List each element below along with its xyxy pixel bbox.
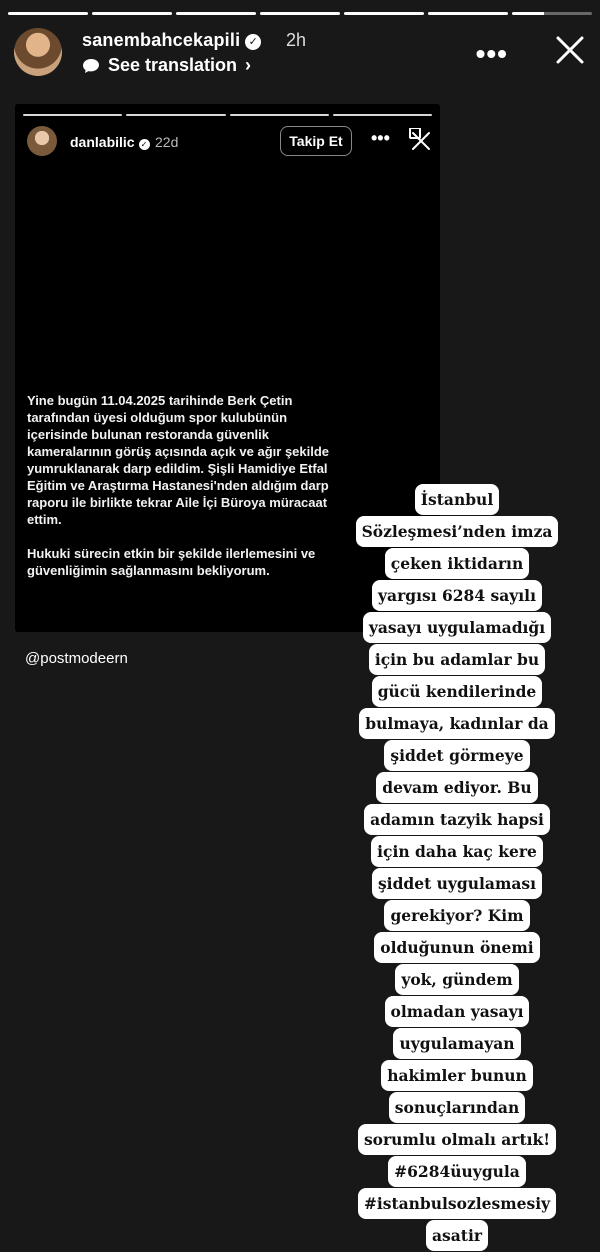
verified-badge-icon: ✓ xyxy=(139,139,150,150)
progress-segment xyxy=(428,12,508,15)
sticker-line-row xyxy=(342,580,572,612)
embedded-post-text xyxy=(27,392,347,596)
verified-badge-icon: ✓ xyxy=(245,34,261,50)
chevron-right-icon: › xyxy=(245,55,252,75)
sticker-line-row xyxy=(342,740,572,772)
mention-tag[interactable]: @postmodeern xyxy=(25,650,128,667)
progress-segment xyxy=(92,12,172,15)
progress-segment xyxy=(8,12,88,15)
sticker-line: İstanbul xyxy=(415,484,499,515)
embedded-time: 22d xyxy=(155,134,179,150)
close-icon xyxy=(408,128,434,154)
sticker-line-row xyxy=(342,836,572,868)
sticker-line-row xyxy=(342,1124,572,1156)
speech-bubble-icon xyxy=(82,58,100,74)
sticker-line: için bu adamlar bu xyxy=(369,644,545,675)
sticker-line-row xyxy=(342,612,572,644)
progress-segment xyxy=(344,12,424,15)
embedded-username xyxy=(70,134,150,150)
sticker-line-row xyxy=(342,708,572,740)
embedded-username-text: danlabilic xyxy=(70,134,135,150)
sticker-line: olduğunun önemi xyxy=(374,932,539,963)
embedded-progress-bar xyxy=(23,114,432,116)
sticker-line-row xyxy=(342,1156,572,1188)
progress-segment xyxy=(23,114,122,116)
story-username[interactable] xyxy=(82,30,261,51)
sticker-line-row xyxy=(342,1092,572,1124)
sticker-line-row xyxy=(342,1060,572,1092)
sticker-line-row xyxy=(342,548,572,580)
sticker-line-row xyxy=(342,516,572,548)
story-progress-bar xyxy=(8,12,592,15)
sticker-line: çeken iktidarın xyxy=(385,548,529,579)
sticker-line: #6284üuygula xyxy=(388,1156,526,1187)
sticker-line: bulmaya, kadınlar da xyxy=(359,708,554,739)
username-text[interactable]: sanembahcekapili xyxy=(82,30,241,50)
progress-segment-current xyxy=(512,12,592,15)
sticker-line: için daha kaç kere xyxy=(371,836,543,867)
avatar[interactable] xyxy=(14,28,62,76)
more-options-icon[interactable]: ••• xyxy=(475,38,508,69)
sticker-line: devam ediyor. Bu xyxy=(376,772,537,803)
sticker-line-row xyxy=(342,932,572,964)
sticker-line-row xyxy=(342,1028,572,1060)
sticker-line: yargısı 6284 sayılı xyxy=(372,580,542,611)
follow-button: Takip Et xyxy=(280,126,352,156)
embedded-paragraph: Hukuki sürecin etkin bir şekilde ilerlemesini ve güvenliğimin sağlanmasını bekliyorum. xyxy=(27,546,316,578)
text-sticker xyxy=(342,484,572,1252)
close-icon[interactable] xyxy=(554,34,586,66)
sticker-line-row xyxy=(342,676,572,708)
progress-segment xyxy=(126,114,225,116)
sticker-line: gerekiyor? Kim xyxy=(384,900,529,931)
sticker-line: hakimler bunun xyxy=(381,1060,533,1091)
sticker-line-row xyxy=(342,772,572,804)
sticker-line: adamın tazyik hapsi xyxy=(364,804,550,835)
see-translation-label: See translation xyxy=(108,55,238,75)
sticker-line: Sözleşmesi’nden imza xyxy=(356,516,559,547)
sticker-line: uygulamayan xyxy=(393,1028,520,1059)
sticker-line-row xyxy=(342,868,572,900)
story-header xyxy=(14,28,586,84)
sticker-line: sorumlu olmalı artık! xyxy=(358,1124,556,1155)
sticker-line: olmadan yasayı xyxy=(385,996,530,1027)
progress-segment xyxy=(176,12,256,15)
sticker-line-row xyxy=(342,484,572,516)
sticker-line: şiddet görmeye xyxy=(384,740,529,771)
progress-segment xyxy=(333,114,432,116)
sticker-line-row xyxy=(342,900,572,932)
sticker-line: sonuçlarından xyxy=(389,1092,525,1123)
sticker-line: gücü kendilerinde xyxy=(372,676,543,707)
progress-segment xyxy=(230,114,329,116)
sticker-line: yasayı uygulamadığı xyxy=(363,612,551,643)
embedded-paragraph: Yine bugün 11.04.2025 tarihinde Berk Çetin tarafından üyesi olduğum spor kulubünün içerisinde bulunan restoranda güvenlik kameralarının görüş açısında açık ve ağır şekilde yumruklanarak darp edildim. Şişli Hamidiye Etfal Eğitim ve Araştırma Hastanesi'nden aldığım darp raporu ile birlikte tekrar Aile İçi Büroya müracaat ettim. xyxy=(27,393,330,527)
sticker-line: #istanbulsozlesmesiy xyxy=(358,1188,556,1219)
sticker-line-row xyxy=(342,644,572,676)
sticker-line-row xyxy=(342,1188,572,1220)
sticker-line: asatir xyxy=(426,1220,488,1251)
sticker-line-row xyxy=(342,996,572,1028)
progress-segment xyxy=(260,12,340,15)
sticker-line-row xyxy=(342,804,572,836)
sticker-line: şiddet uygulaması xyxy=(372,868,542,899)
more-options-icon: ••• xyxy=(371,128,390,148)
sticker-line: yok, gündem xyxy=(395,964,518,995)
sticker-line-row xyxy=(342,1220,572,1252)
sticker-line-row xyxy=(342,964,572,996)
story-time: 2h xyxy=(286,30,307,50)
see-translation-button[interactable] xyxy=(82,55,251,76)
embedded-avatar xyxy=(27,126,57,156)
